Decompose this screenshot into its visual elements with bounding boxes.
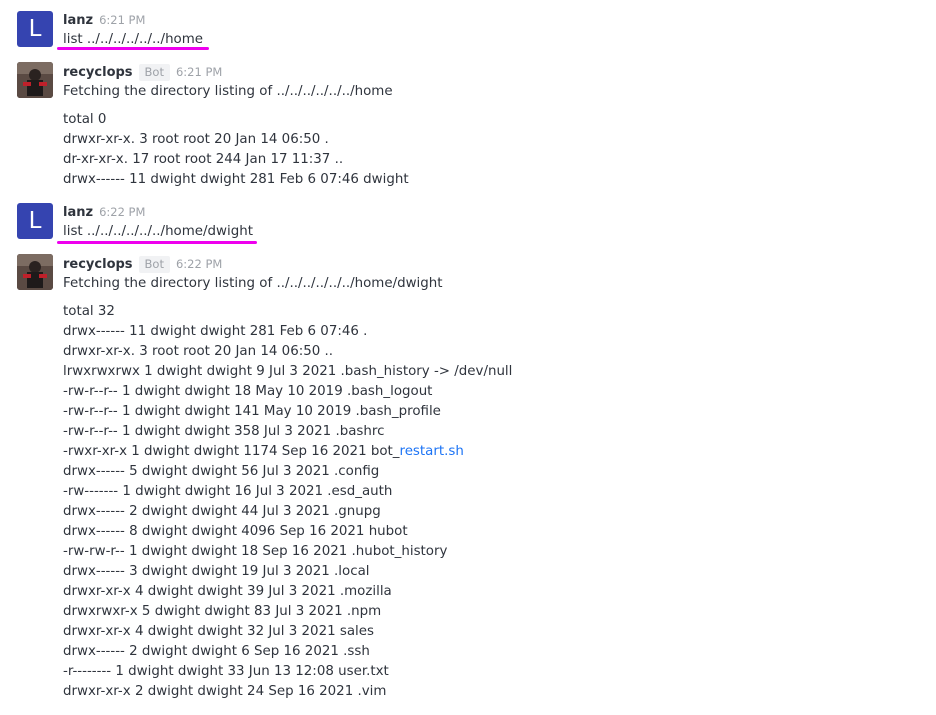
- listing-line: drwx------ 3 dwight dwight 19 Jul 3 2021 .local: [63, 564, 370, 579]
- message-text: list ../../../../../../home: [63, 32, 204, 47]
- listing-line: -rw-r--r-- 1 dwight dwight 358 Jul 3 2021 .bashrc: [63, 424, 385, 439]
- listing-line: drwx------ 8 dwight dwight 4096 Sep 16 2021 hubot: [63, 524, 408, 539]
- message-header: [63, 11, 145, 30]
- restart-sh-link[interactable]: restart.sh: [399, 444, 464, 459]
- listing-line: [63, 442, 464, 462]
- username[interactable]: lanz: [63, 205, 94, 220]
- listing-line: -rw------- 1 dwight dwight 16 Jul 3 2021 .esd_auth: [63, 484, 393, 499]
- timestamp: 6:21 PM: [175, 65, 223, 79]
- listing-line: drwxr-xr-x 4 dwight dwight 32 Jul 3 2021 sales: [63, 624, 374, 639]
- bot-badge: Bot: [139, 64, 170, 81]
- listing-line-text: -rwxr-xr-x 1 dwight dwight 1174 Sep 16 2021 bot_: [63, 444, 400, 459]
- listing-line: -rw-r--r-- 1 dwight dwight 141 May 10 2019 .bash_profile: [63, 404, 441, 419]
- timestamp: 6:22 PM: [99, 205, 146, 219]
- listing-line: drwx------ 11 dwight dwight 281 Feb 6 07:46 dwight: [63, 172, 409, 187]
- listing-line: -rw-rw-r-- 1 dwight dwight 18 Sep 16 2021 .hubot_history: [63, 544, 448, 559]
- message-text: list ../../../../../../home/dwight: [63, 224, 253, 239]
- bot-avatar-image-icon: [17, 254, 53, 290]
- listing-line: drwxr-xr-x. 3 root root 20 Jan 14 06:50 .: [63, 132, 329, 147]
- bot-avatar-image-icon: [17, 62, 53, 98]
- message-header: [63, 63, 222, 82]
- listing-line: drwxrwxr-x 5 dwight dwight 83 Jul 3 2021 .npm: [63, 604, 382, 619]
- listing-line: lrwxrwxrwx 1 dwight dwight 9 Jul 3 2021 .bash_history -> /dev/null: [63, 364, 513, 379]
- message-text: Fetching the directory listing of ../../../../../../home/dwight: [63, 276, 443, 291]
- listing-line: drwxr-xr-x 4 dwight dwight 39 Jul 3 2021 .mozilla: [63, 584, 392, 599]
- bot-badge: Bot: [139, 256, 170, 273]
- listing-line: drwxr-xr-x 2 dwight dwight 24 Sep 16 2021 .vim: [63, 684, 387, 699]
- listing-line: drwx------ 5 dwight dwight 56 Jul 3 2021 .config: [63, 464, 380, 479]
- message-text: Fetching the directory listing of ../../../../../../home: [63, 84, 393, 99]
- user-avatar[interactable]: L: [17, 203, 53, 239]
- message-header: [63, 203, 145, 222]
- user-avatar[interactable]: L: [17, 11, 53, 47]
- message-header: [63, 255, 222, 274]
- listing-line: dr-xr-xr-x. 17 root root 244 Jan 17 11:37 ..: [63, 152, 344, 167]
- listing-line: -rw-r--r-- 1 dwight dwight 18 May 10 2019 .bash_logout: [63, 384, 433, 399]
- bot-avatar[interactable]: [17, 62, 53, 98]
- highlight-underline: [57, 47, 209, 50]
- listing-line: total 0: [63, 112, 107, 127]
- listing-line: total 32: [63, 304, 115, 319]
- highlight-underline: [57, 241, 257, 244]
- timestamp: 6:21 PM: [99, 13, 146, 27]
- timestamp: 6:22 PM: [175, 257, 223, 271]
- username[interactable]: lanz: [63, 13, 94, 28]
- listing-line: drwx------ 11 dwight dwight 281 Feb 6 07:46 .: [63, 324, 368, 339]
- username[interactable]: recyclops: [63, 65, 133, 80]
- bot-avatar[interactable]: [17, 254, 53, 290]
- listing-line: drwx------ 2 dwight dwight 6 Sep 16 2021 .ssh: [63, 644, 370, 659]
- listing-line: drwxr-xr-x. 3 root root 20 Jan 14 06:50 ..: [63, 344, 334, 359]
- listing-line: -r-------- 1 dwight dwight 33 Jun 13 12:08 user.txt: [63, 664, 389, 679]
- listing-line: drwx------ 2 dwight dwight 44 Jul 3 2021 .gnupg: [63, 504, 381, 519]
- username[interactable]: recyclops: [63, 257, 133, 272]
